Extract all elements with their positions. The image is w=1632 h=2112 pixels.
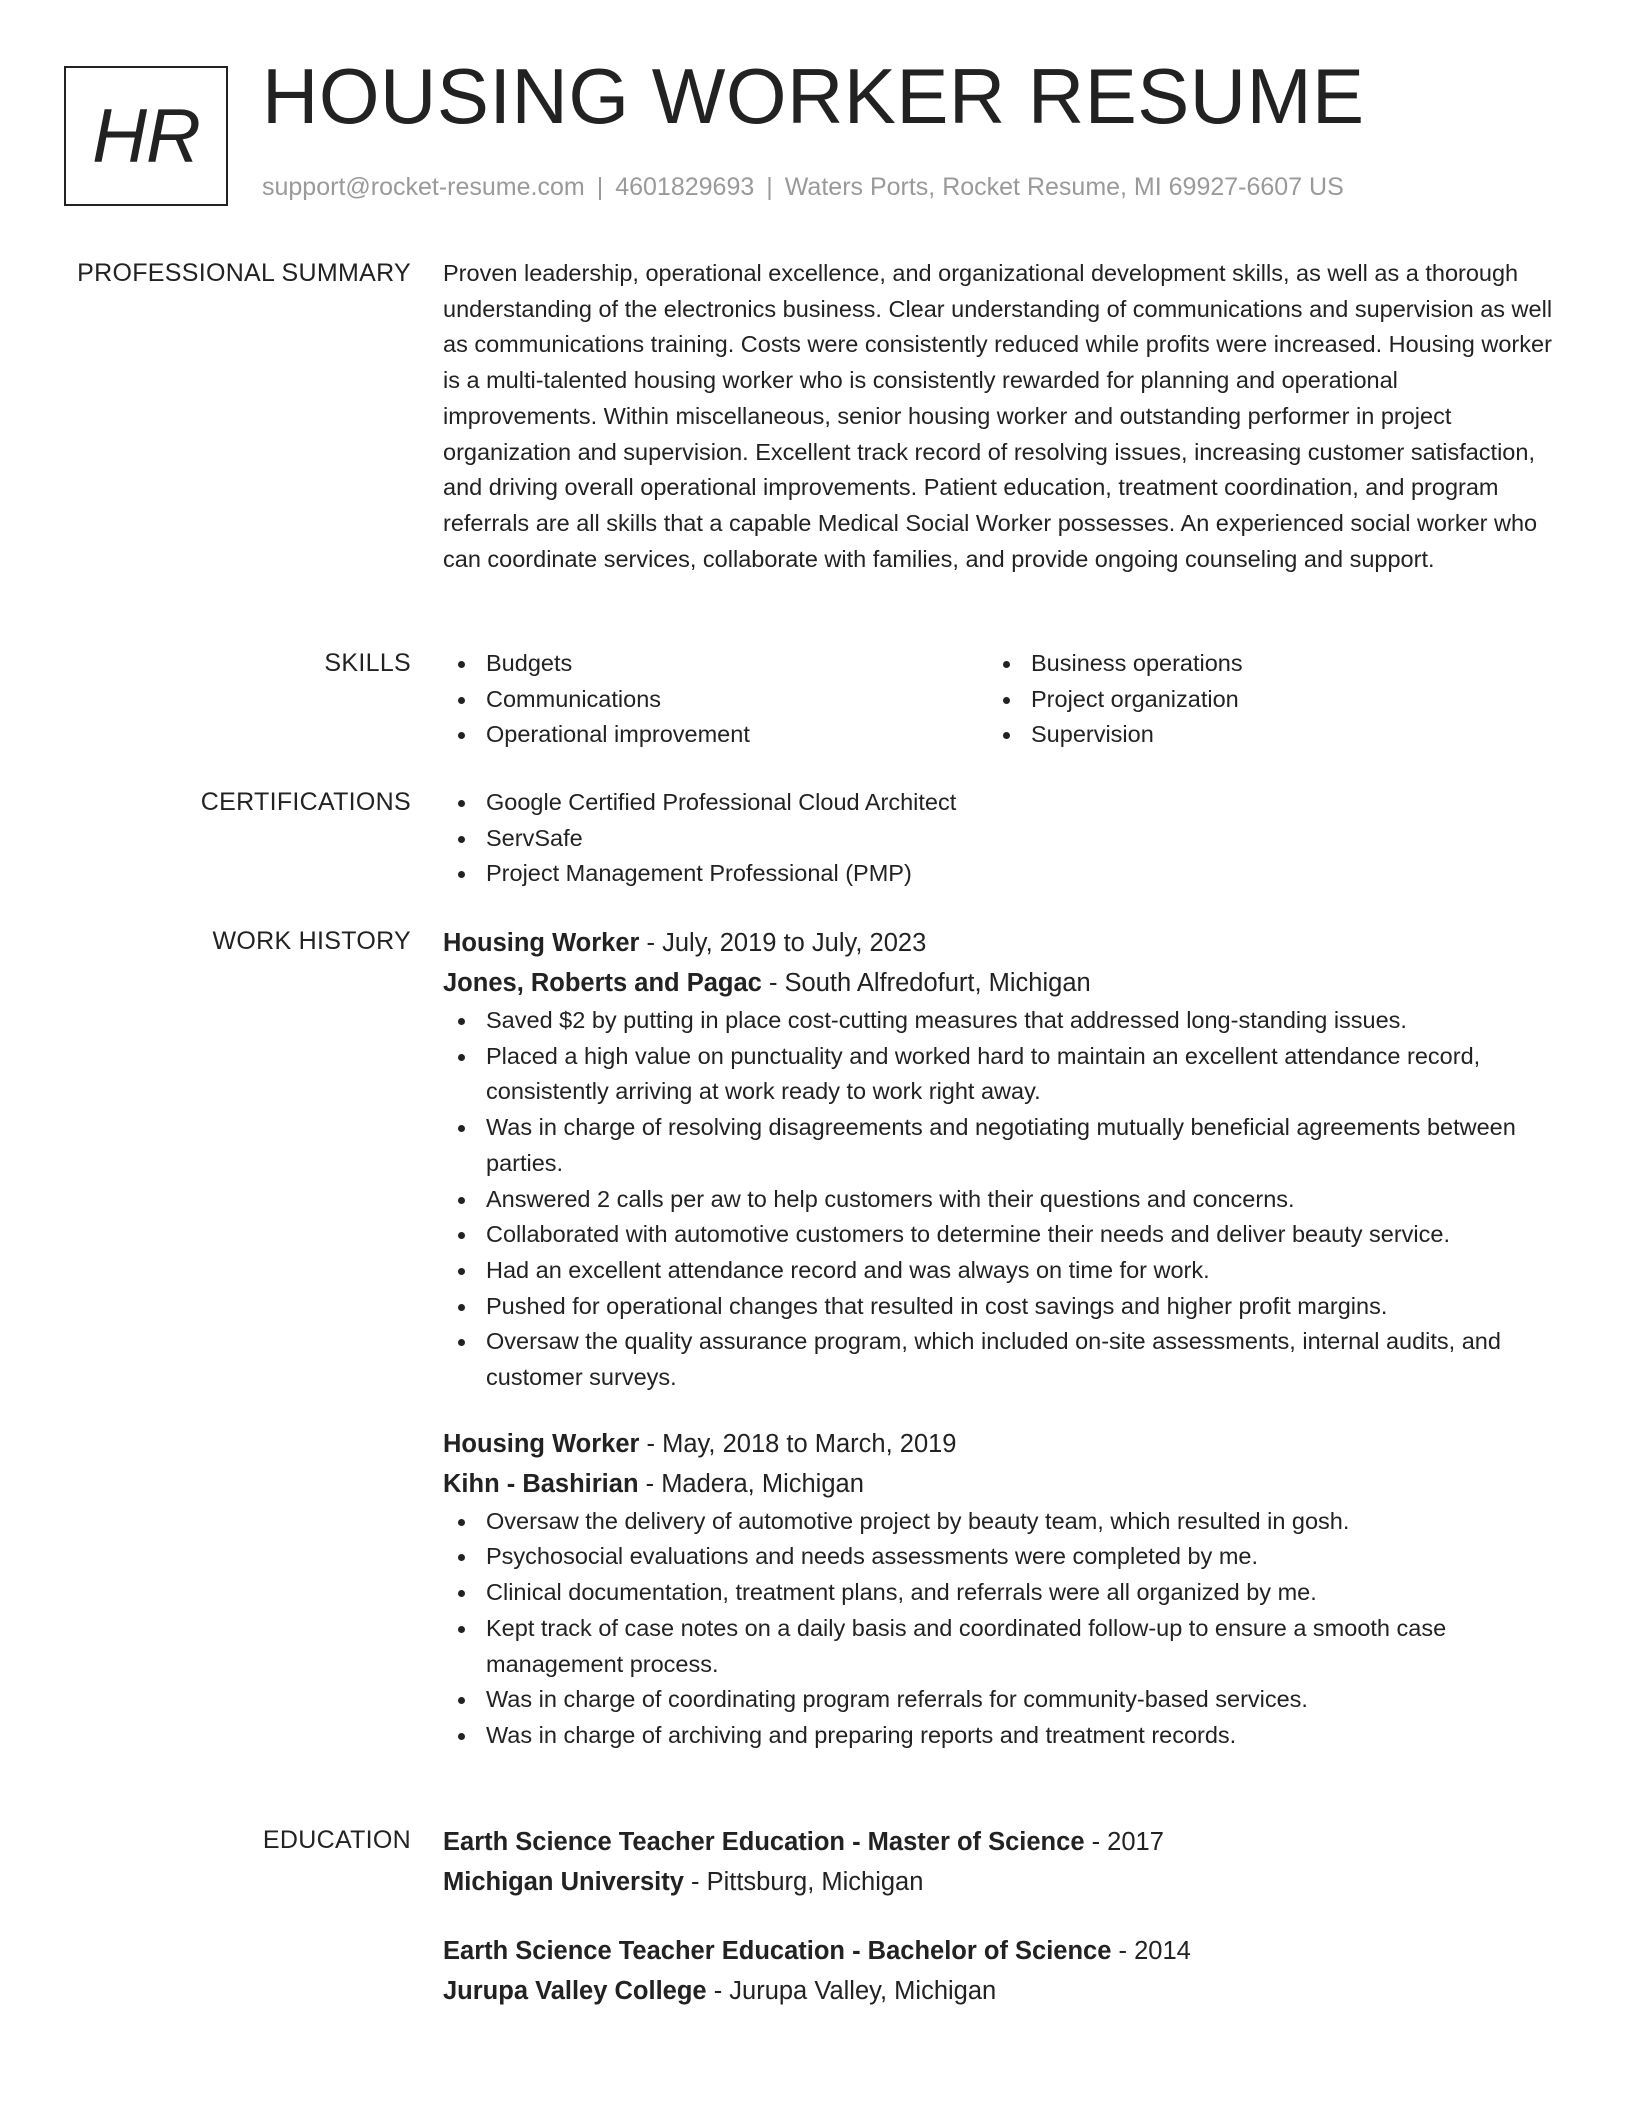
education-location: - Pittsburg, Michigan — [683, 1868, 924, 1896]
job-title: Housing Worker — [443, 1429, 640, 1458]
certifications-body — [443, 785, 1553, 892]
summary-label: PROFESSIONAL SUMMARY — [77, 259, 411, 287]
contact-phone: 4601829693 — [615, 173, 755, 201]
education-school-line — [443, 1971, 1553, 2011]
job-company: Jones, Roberts and Pagac — [443, 969, 762, 997]
skills-list-right — [988, 646, 1533, 753]
certification-item: Google Certified Professional Cloud Architect — [443, 785, 1553, 821]
education-degree-line — [443, 1822, 1553, 1862]
education-degree: Earth Science Teacher Education - Bachelor of Science — [443, 1937, 1112, 1965]
certification-item: ServSafe — [443, 821, 1553, 857]
job-company: Kihn - Bashirian — [443, 1469, 639, 1498]
education-location: - Jurupa Valley, Michigan — [706, 1977, 997, 2005]
skills-body — [443, 646, 1553, 753]
skill-item: Budgets — [443, 646, 988, 682]
job-bullet: Was in charge of resolving disagreements and negotiating mutually beneficial agreements between parties. — [443, 1110, 1553, 1181]
job-bullet: Placed a high value on punctuality and worked hard to maintain an excellent attendance record, consistently arriving at work ready to work right away. — [443, 1039, 1553, 1110]
resume-title: HOUSING WORKER RESUME — [262, 52, 1365, 140]
skill-item: Business operations — [988, 646, 1533, 682]
education-entry — [443, 1822, 1553, 1902]
certifications-list — [443, 785, 1553, 892]
certification-item: Project Management Professional (PMP) — [443, 856, 1553, 892]
skills-column-right — [988, 646, 1533, 753]
job-title-line — [443, 1424, 1553, 1464]
contact-address: Waters Ports, Rocket Resume, MI 69927-6607 US — [784, 173, 1344, 201]
education-degree: Earth Science Teacher Education - Master of Science — [443, 1828, 1085, 1856]
job-bullet: Collaborated with automotive customers to determine their needs and deliver beauty service. — [443, 1217, 1553, 1253]
education-label: EDUCATION — [262, 1826, 411, 1854]
job-dates: - May, 2018 to March, 2019 — [639, 1429, 957, 1458]
job-location: - Madera, Michigan — [638, 1469, 864, 1498]
job-dates: - July, 2019 to July, 2023 — [639, 929, 927, 957]
job-bullet: Clinical documentation, treatment plans, and referrals were all organized by me. — [443, 1575, 1553, 1611]
education-school: Michigan University — [443, 1868, 684, 1896]
contact-separator: | — [596, 173, 604, 201]
skill-item: Project organization — [988, 682, 1533, 718]
summary-body — [443, 256, 1553, 577]
job-title: Housing Worker — [443, 929, 640, 957]
skill-item: Operational improvement — [443, 717, 988, 753]
job-bullet: Saved $2 by putting in place cost-cutting measures that addressed long-standing issues. — [443, 1003, 1553, 1039]
work-history-body — [443, 923, 1553, 1754]
certifications-label: CERTIFICATIONS — [200, 788, 411, 816]
education-year: - 2017 — [1084, 1828, 1164, 1856]
education-school-line — [443, 1862, 1553, 1902]
contact-line — [262, 173, 1344, 202]
job-location: - South Alfredofurt, Michigan — [761, 969, 1091, 997]
education-school: Jurupa Valley College — [443, 1977, 707, 2005]
job-bullet: Kept track of case notes on a daily basis and coordinated follow-up to ensure a smooth case management process. — [443, 1611, 1553, 1682]
job-bullet: Oversaw the delivery of automotive project by beauty team, which resulted in gosh. — [443, 1504, 1553, 1540]
job-entry — [443, 923, 1553, 1396]
job-entry — [443, 1424, 1553, 1754]
job-bullet: Oversaw the quality assurance program, which included on-site assessments, internal audits, and customer surveys. — [443, 1324, 1553, 1395]
job-bullet: Pushed for operational changes that resulted in cost savings and higher profit margins. — [443, 1289, 1553, 1325]
skill-item: Supervision — [988, 717, 1533, 753]
skills-grid — [443, 646, 1553, 753]
job-bullet: Answered 2 calls per aw to help customers with their questions and concerns. — [443, 1182, 1553, 1218]
monogram-initials: HR — [92, 93, 200, 179]
skills-list-left — [443, 646, 988, 753]
summary-text: Proven leadership, operational excellence, and organizational development skills, as well as a thorough understanding of the electronics business. Clear understanding of communications and supervision as well as communications training. Costs were consistently reduced while profits were increased. Housing worker is a multi-talented housing worker who is consistently rewarded for planning and operational improvements. Within miscellaneous, senior housing worker and outstanding performer in project organization and supervision. Excellent track record of resolving issues, increasing customer satisfaction, and driving overall operational improvements. Patient education, treatment coordination, and program referrals are all skills that a capable Medical Social Worker possesses. An experienced social worker who can coordinate services, collaborate with families, and provide ongoing counseling and support. — [443, 260, 1553, 572]
job-company-line — [443, 963, 1553, 1003]
education-year: - 2014 — [1111, 1937, 1191, 1965]
job-bullets — [443, 1504, 1553, 1754]
contact-email: support@rocket-resume.com — [262, 173, 585, 201]
job-bullet: Was in charge of archiving and preparing reports and treatment records. — [443, 1718, 1553, 1754]
job-bullet: Had an excellent attendance record and was always on time for work. — [443, 1253, 1553, 1289]
job-company-line — [443, 1464, 1553, 1504]
monogram-box — [64, 66, 228, 206]
skill-item: Communications — [443, 682, 988, 718]
job-bullet: Psychosocial evaluations and needs assessments were completed by me. — [443, 1539, 1553, 1575]
job-bullets — [443, 1003, 1553, 1396]
education-degree-line — [443, 1931, 1553, 1971]
education-entry — [443, 1931, 1553, 2011]
job-title-line — [443, 923, 1553, 963]
skills-label: SKILLS — [324, 649, 411, 677]
contact-separator: | — [766, 173, 773, 201]
education-body — [443, 1822, 1553, 2011]
job-bullet: Was in charge of coordinating program referrals for community-based services. — [443, 1682, 1553, 1718]
skills-column-left — [443, 646, 988, 753]
work-history-label: WORK HISTORY — [212, 927, 411, 955]
